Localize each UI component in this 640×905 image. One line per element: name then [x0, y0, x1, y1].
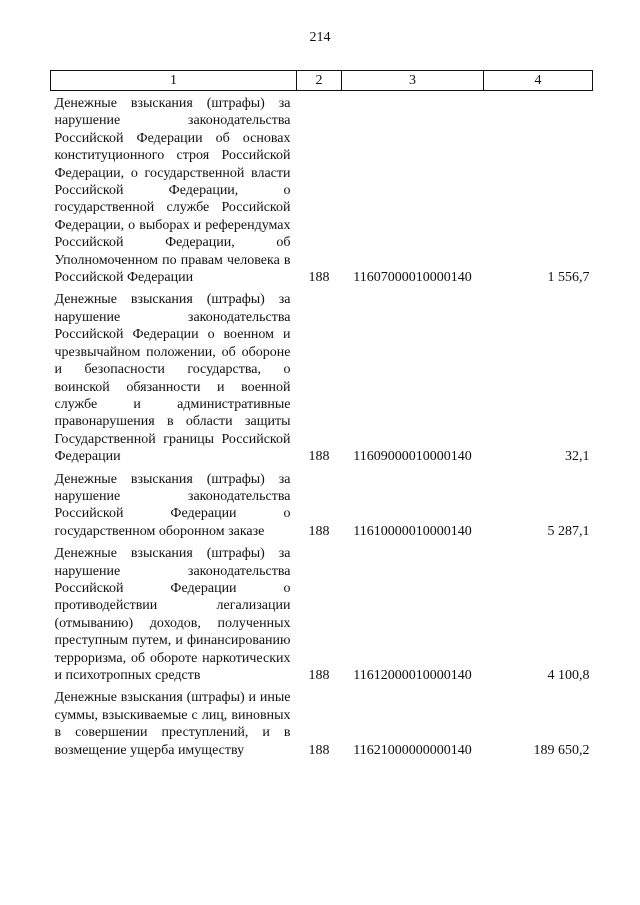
table-header [51, 71, 593, 91]
row-amount: 32,1 [565, 449, 590, 465]
row-admin-code: 188 [308, 270, 330, 286]
column-header-1: 1 [51, 71, 297, 91]
header-row [51, 71, 593, 91]
row-description: Денежные взыскания (штрафы) за нарушение законодательства Российской Федерации об основах конституционного строя Российской Федерации, о государственной власти Российской Федерации, о государственной службе Российской Федерации, о выборах и референдумах Российской Федерации, об Уполномоченном по правам человека в Российской Федерации [54, 96, 291, 286]
table-row [51, 466, 593, 541]
row-amount: 5 287,1 [547, 523, 590, 539]
row-admin-code: 188 [308, 449, 330, 465]
row-admin-code: 188 [308, 668, 330, 683]
row-revenue-code: 11621000000000140 [353, 742, 472, 758]
row-admin-code: 188 [308, 523, 330, 539]
row-admin-code: 188 [308, 742, 330, 758]
row-revenue-code: 11607000010000140 [353, 270, 472, 286]
column-header-4: 4 [484, 71, 593, 91]
row-description: Денежные взыскания (штрафы) за нарушение законодательства Российской Федерации о военном и чрезвычайном положении, об обороне и безопасности государства, о воинской обязанности и военной службе и административные правонарушения в области защиты Государственной границы Российской Федерации [54, 292, 291, 465]
row-revenue-code: 11609000010000140 [353, 449, 472, 465]
page-number: 214 [309, 30, 331, 45]
table-row [51, 684, 593, 759]
table-row [51, 540, 593, 684]
row-amount: 189 650,2 [533, 742, 590, 758]
column-header-3: 3 [342, 71, 484, 91]
revenue-table [50, 70, 593, 759]
table-body [51, 91, 593, 760]
row-amount: 1 556,7 [547, 270, 590, 286]
row-revenue-code: 11610000010000140 [353, 523, 472, 539]
row-description: Денежные взыскания (штрафы) за нарушение законодательства Российской Федерации о государственном оборонном заказе [54, 471, 291, 539]
row-amount: 4 100,8 [547, 668, 590, 683]
table-row [51, 286, 593, 465]
row-description: Денежные взыскания (штрафы) за нарушение законодательства Российской Федерации о противодействии легализации (отмыванию) доходов, полученных преступным путем, и финансированию терроризма, об обороте наркотических и психотропных средств [54, 546, 291, 683]
row-description: Денежные взыскания (штрафы) и иные суммы, взыскиваемые с лиц, виновных в совершении преступлений, и в возмещение ущерба имуществу [54, 690, 291, 758]
table-row [51, 91, 593, 287]
row-revenue-code: 11612000010000140 [353, 668, 472, 683]
column-header-2: 2 [297, 71, 342, 91]
